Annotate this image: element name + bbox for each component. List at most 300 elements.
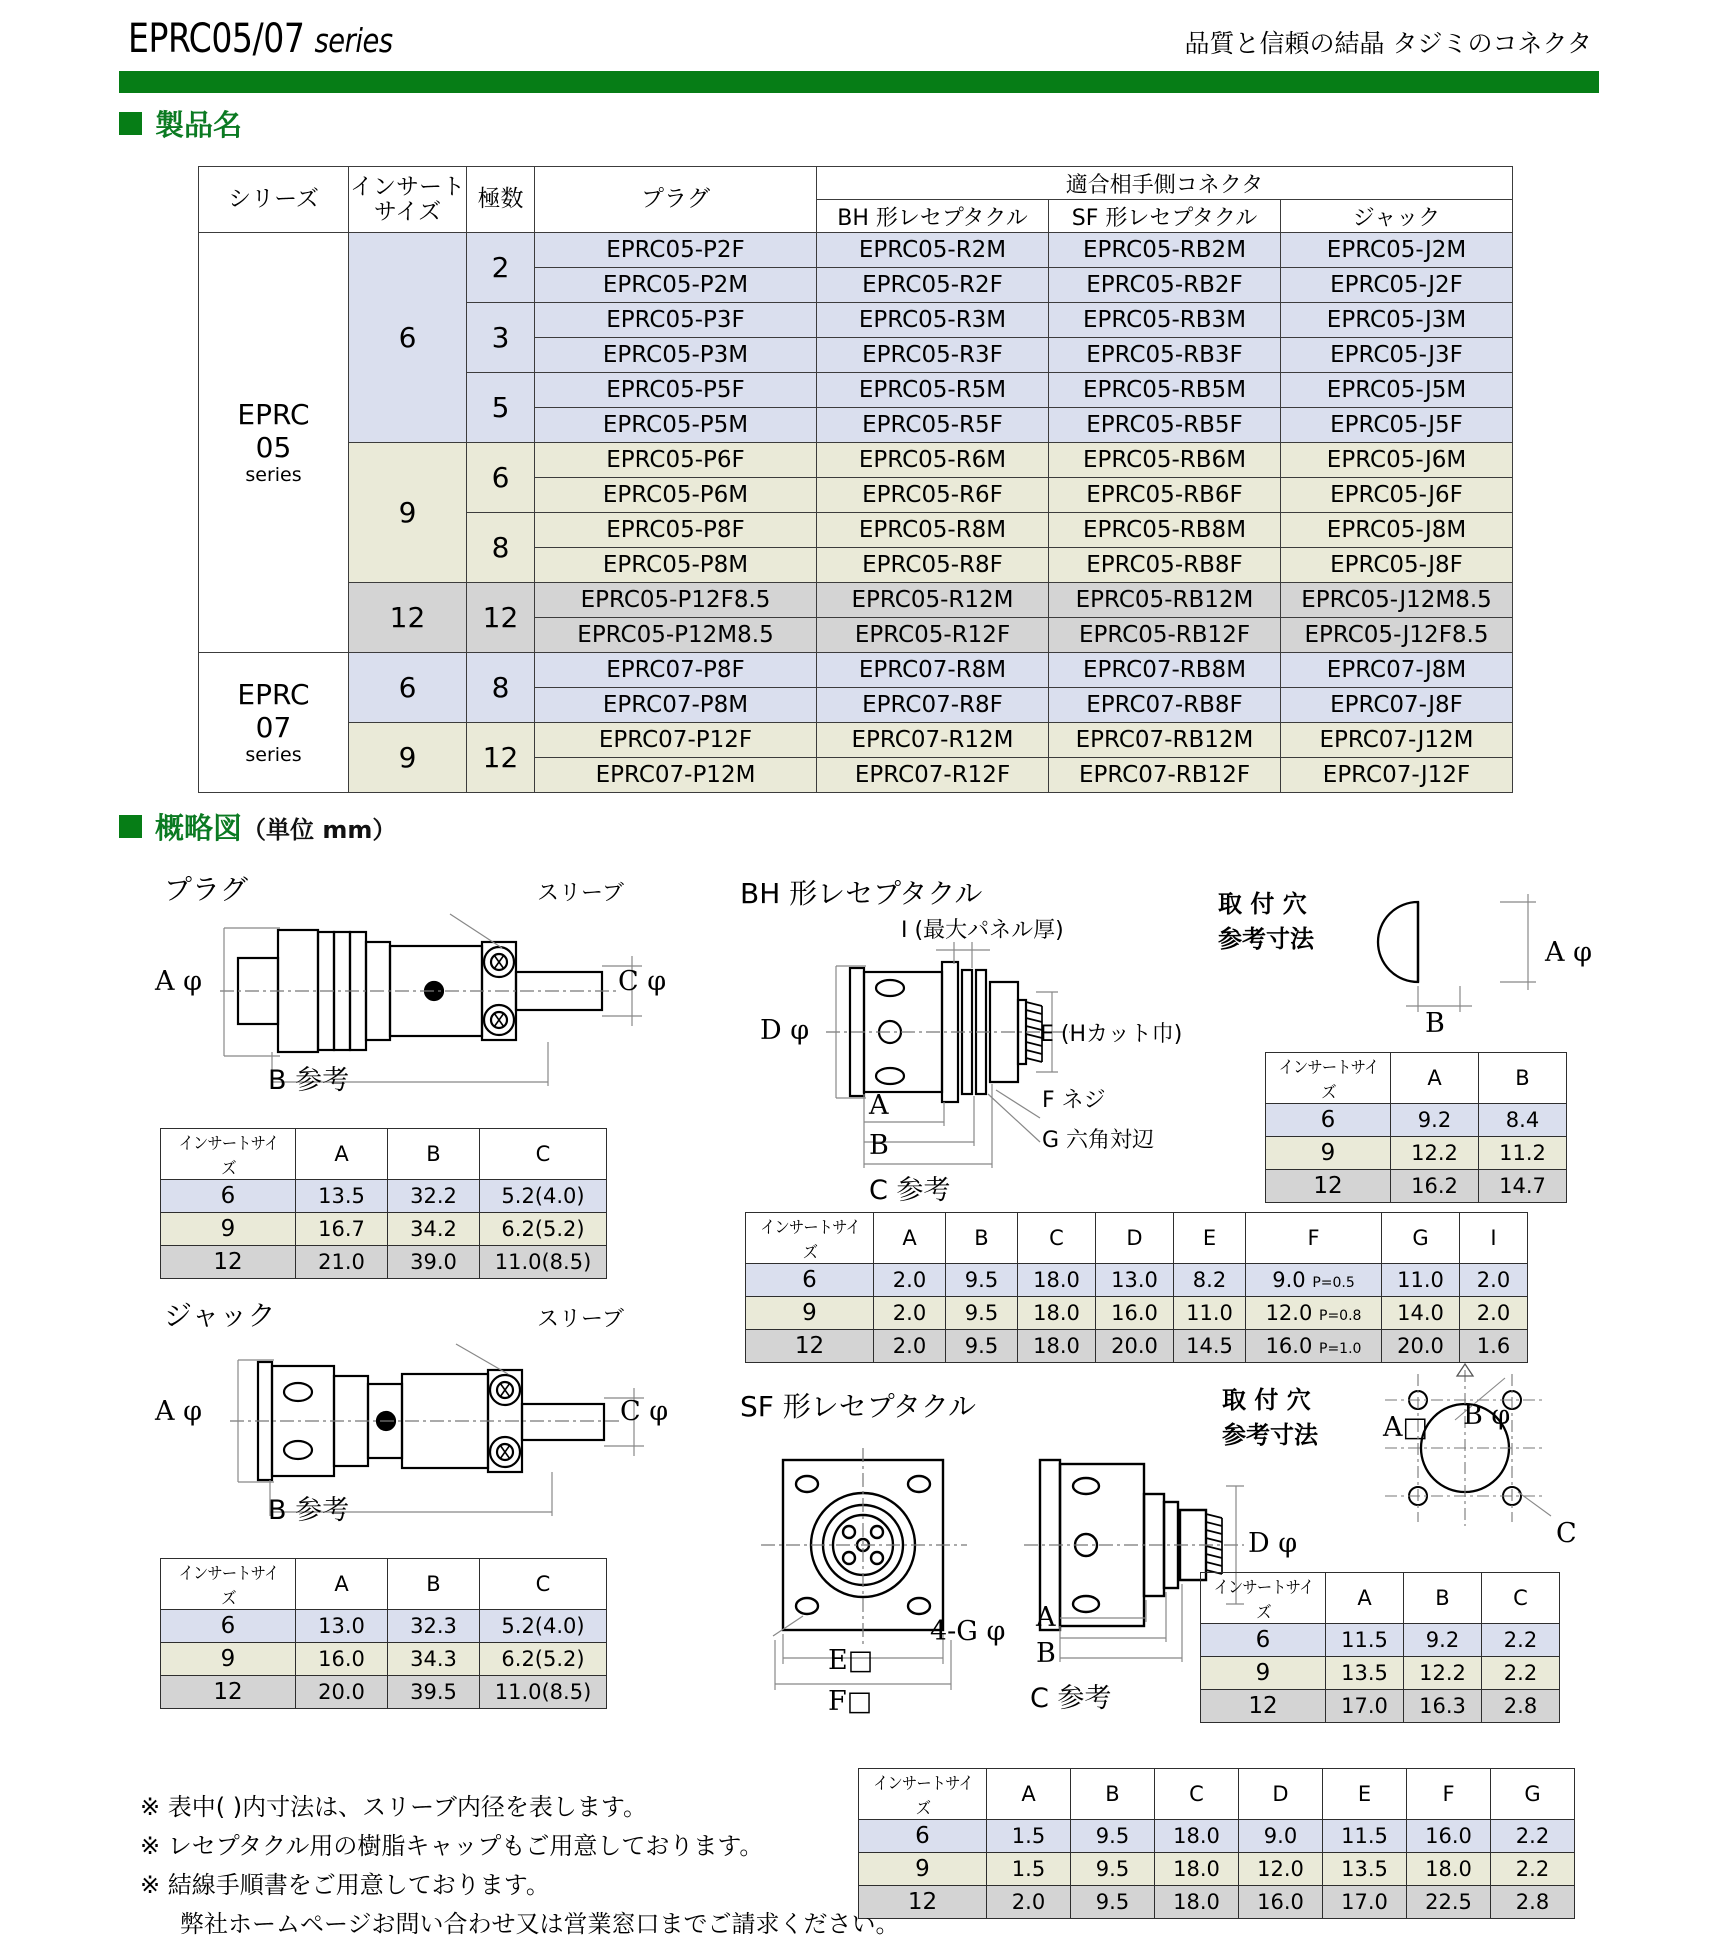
cell-insert-size: 9 <box>1266 1137 1391 1170</box>
sf-mount-label-c: C <box>1556 1518 1577 1549</box>
sf-label-f: F□ <box>828 1686 873 1717</box>
table-row <box>859 1853 1575 1886</box>
th-b: B <box>1071 1769 1155 1820</box>
cell-dimension: 32.3 <box>388 1610 480 1643</box>
cell-dimension: 34.3 <box>388 1643 480 1676</box>
cell-dimension: 16.0 <box>1239 1886 1323 1919</box>
cell-sf: EPRC07-RB8F <box>1049 688 1281 723</box>
cell-dimension: 1.5 <box>987 1820 1071 1853</box>
square-bullet-icon <box>119 112 142 135</box>
cell-dimension: 18.0 <box>1155 1853 1239 1886</box>
cell-dimension: 9.5 <box>946 1330 1018 1363</box>
cell-sf: EPRC07-RB12M <box>1049 723 1281 758</box>
cell-dimension: 14.5 <box>1174 1330 1246 1363</box>
cell-dimension: 2.0 <box>874 1264 946 1297</box>
cell-dimension: 8.4 <box>1479 1104 1567 1137</box>
section-heading-outline <box>119 806 396 847</box>
th-c: C <box>1482 1573 1560 1624</box>
table-row <box>1266 1170 1567 1203</box>
cell-insert-size: 6 <box>859 1820 987 1853</box>
jack-label-a: A φ <box>155 1396 202 1427</box>
cell-series: EPRC 07 series <box>199 653 349 793</box>
cell-dimension: 5.2(4.0) <box>480 1610 607 1643</box>
bh-label-a: A <box>869 1090 889 1121</box>
cell-insert-size: 6 <box>349 233 467 443</box>
cell-insert-size: 9 <box>349 443 467 583</box>
cell-poles: 3 <box>467 303 535 373</box>
cell-dimension: 20.0 <box>296 1676 388 1709</box>
cell-sf: EPRC05-RB12F <box>1049 618 1281 653</box>
th-insert-size <box>349 167 467 233</box>
table-row <box>1266 1137 1567 1170</box>
table-row <box>161 1180 607 1213</box>
cell-plug: EPRC05-P3M <box>535 338 817 373</box>
sf-mount-title-l2: 参考寸法 <box>1222 1421 1318 1449</box>
bh-label-g: G 六角対辺 <box>1042 1128 1155 1153</box>
cell-insert-size: 6 <box>1201 1624 1326 1657</box>
th-insert-size: インサートサイズ <box>752 1213 867 1264</box>
cell-insert-size: 12 <box>1201 1690 1326 1723</box>
outline-unit: （単位 mm） <box>242 816 397 844</box>
cell-bh: EPRC05-R5M <box>817 373 1049 408</box>
cell-dimension: 21.0 <box>296 1246 388 1279</box>
th-e: E <box>1174 1213 1246 1264</box>
outline-label: 概略図 <box>155 811 243 845</box>
sf-label-d: D φ <box>1248 1528 1298 1559</box>
cell-poles: 6 <box>467 443 535 513</box>
page-title-sub: series <box>314 21 393 60</box>
cell-dimension: 13.0 <box>1096 1264 1174 1297</box>
cell-sf: EPRC07-RB8M <box>1049 653 1281 688</box>
cell-jack: EPRC05-J3F <box>1281 338 1513 373</box>
cell-jack: EPRC05-J2M <box>1281 233 1513 268</box>
bh-label-f: F ネジ <box>1042 1088 1106 1113</box>
cell-plug: EPRC07-P12F <box>535 723 817 758</box>
cell-dimension: 12.2 <box>1404 1657 1482 1690</box>
table-row <box>161 1676 607 1709</box>
table-row <box>1266 1104 1567 1137</box>
th-insert-size-l1: インサート <box>350 173 465 200</box>
th-f: F <box>1407 1769 1491 1820</box>
sf-label-4g: 4-G φ <box>930 1616 1006 1647</box>
th-insert-size: インサートサイズ <box>865 1769 980 1820</box>
cell-poles: 12 <box>467 583 535 653</box>
cell-dimension: 20.0 <box>1382 1330 1460 1363</box>
bh-dim-body <box>746 1264 1528 1363</box>
cell-plug: EPRC05-P12M8.5 <box>535 618 817 653</box>
table-row <box>199 583 1513 618</box>
cell-insert-size: 9 <box>859 1853 987 1886</box>
cell-insert-size: 12 <box>349 583 467 653</box>
cell-dimension: 13.5 <box>296 1180 388 1213</box>
cell-plug: EPRC07-P8M <box>535 688 817 723</box>
cell-dimension: 11.2 <box>1479 1137 1567 1170</box>
cell-dimension: 18.0 <box>1407 1853 1491 1886</box>
table-row <box>199 653 1513 688</box>
section-heading-product-name <box>119 103 242 144</box>
th-c: C <box>480 1129 607 1180</box>
th-poles: 極数 <box>467 167 535 233</box>
page-title-main: EPRC05/07 <box>128 16 305 62</box>
cell-jack: EPRC05-J8M <box>1281 513 1513 548</box>
bh-dim-header <box>746 1213 1528 1264</box>
th-c: C <box>1155 1769 1239 1820</box>
cell-insert-size: 9 <box>1201 1657 1326 1690</box>
table-row <box>161 1643 607 1676</box>
cell-plug: EPRC05-P3F <box>535 303 817 338</box>
th-b: B <box>1404 1573 1482 1624</box>
plug-label-c: C φ <box>618 966 667 997</box>
th-d: D <box>1096 1213 1174 1264</box>
cell-dimension: 9.0 P=0.5 <box>1246 1264 1382 1297</box>
cell-insert-size: 6 <box>746 1264 874 1297</box>
cell-sf: EPRC05-RB2M <box>1049 233 1281 268</box>
cell-dimension: 2.2 <box>1491 1820 1575 1853</box>
cell-dimension: 32.2 <box>388 1180 480 1213</box>
cell-dimension: 2.8 <box>1482 1690 1560 1723</box>
cell-jack: EPRC07-J12F <box>1281 758 1513 793</box>
th-sf-receptacle: SF 形レセプタクル <box>1049 200 1281 233</box>
bh-mount-dim-header <box>1266 1053 1567 1104</box>
cell-bh: EPRC07-R8M <box>817 653 1049 688</box>
cell-dimension: 1.5 <box>987 1853 1071 1886</box>
th-a: A <box>296 1559 388 1610</box>
cell-plug: EPRC05-P12F8.5 <box>535 583 817 618</box>
brand-tagline: 品質と信頼の結晶 タジミのコネクタ <box>1184 29 1592 58</box>
th-bh-receptacle: BH 形レセプタクル <box>817 200 1049 233</box>
cell-plug: EPRC05-P5F <box>535 373 817 408</box>
cell-dimension: 9.5 <box>1071 1853 1155 1886</box>
th-a: A <box>874 1213 946 1264</box>
cell-sf: EPRC05-RB5M <box>1049 373 1281 408</box>
sf-mount-hole-drawing <box>1355 1360 1585 1535</box>
cell-dimension: 11.0(8.5) <box>480 1676 607 1709</box>
cell-dimension: 2.0 <box>1460 1297 1528 1330</box>
diagram-title-sf: SF 形レセプタクル <box>740 1390 976 1423</box>
cell-insert-size: 12 <box>161 1676 296 1709</box>
th-b: B <box>1479 1053 1567 1104</box>
cell-dimension: 22.5 <box>1407 1886 1491 1919</box>
sf-dimension-table <box>858 1768 1575 1919</box>
th-g: G <box>1382 1213 1460 1264</box>
cell-dimension: 39.5 <box>388 1676 480 1709</box>
th-d: D <box>1239 1769 1323 1820</box>
bh-mount-title-l1: 取 付 穴 <box>1218 890 1307 918</box>
cell-plug: EPRC05-P8F <box>535 513 817 548</box>
cell-plug: EPRC05-P2F <box>535 233 817 268</box>
cell-jack: EPRC05-J5F <box>1281 408 1513 443</box>
cell-insert-size: 6 <box>161 1180 296 1213</box>
cell-insert-size: 12 <box>1266 1170 1391 1203</box>
th-b: B <box>388 1559 480 1610</box>
cell-bh: EPRC05-R5F <box>817 408 1049 443</box>
sf-label-b: B <box>1036 1638 1056 1669</box>
bh-mount-title-l2: 参考寸法 <box>1218 925 1314 953</box>
th-e: E <box>1323 1769 1407 1820</box>
cell-bh: EPRC05-R12F <box>817 618 1049 653</box>
cell-bh: EPRC07-R12M <box>817 723 1049 758</box>
cell-jack: EPRC05-J3M <box>1281 303 1513 338</box>
table-row <box>859 1820 1575 1853</box>
th-b: B <box>946 1213 1018 1264</box>
cell-dimension: 13.0 <box>296 1610 388 1643</box>
th-b: B <box>388 1129 480 1180</box>
cell-dimension: 16.3 <box>1404 1690 1482 1723</box>
jack-dim-body <box>161 1610 607 1709</box>
cell-dimension: 16.0 <box>296 1643 388 1676</box>
th-c: C <box>1018 1213 1096 1264</box>
cell-poles: 2 <box>467 233 535 303</box>
cell-dimension: 39.0 <box>388 1246 480 1279</box>
table-row <box>199 723 1513 758</box>
cell-plug: EPRC05-P8M <box>535 548 817 583</box>
cell-dimension: 14.0 <box>1382 1297 1460 1330</box>
cell-plug: EPRC05-P6F <box>535 443 817 478</box>
header-green-bar <box>119 71 1599 93</box>
cell-dimension: 6.2(5.2) <box>480 1643 607 1676</box>
cell-dimension: 2.2 <box>1491 1853 1575 1886</box>
bh-mount-label-b: B <box>1425 1008 1445 1039</box>
cell-dimension: 34.2 <box>388 1213 480 1246</box>
cell-jack: EPRC05-J12M8.5 <box>1281 583 1513 618</box>
cell-bh: EPRC07-R8F <box>817 688 1049 723</box>
cell-insert-size: 6 <box>349 653 467 723</box>
th-series: シリーズ <box>199 167 349 233</box>
th-c: C <box>480 1559 607 1610</box>
diagram-title-jack: ジャック <box>164 1299 276 1332</box>
cell-dimension: 17.0 <box>1323 1886 1407 1919</box>
cell-insert-size: 9 <box>349 723 467 793</box>
cell-sf: EPRC05-RB3M <box>1049 303 1281 338</box>
cell-dimension: 18.0 <box>1155 1820 1239 1853</box>
sf-mount-dim-body <box>1201 1624 1560 1723</box>
cell-dimension: 9.0 <box>1239 1820 1323 1853</box>
cell-dimension: 16.0 <box>1096 1297 1174 1330</box>
th-a: A <box>987 1769 1071 1820</box>
cell-bh: EPRC05-R2M <box>817 233 1049 268</box>
cell-dimension: 9.2 <box>1391 1104 1479 1137</box>
sf-mount-label-b: B φ <box>1463 1400 1511 1431</box>
cell-jack: EPRC07-J8F <box>1281 688 1513 723</box>
cell-dimension: 11.5 <box>1326 1624 1404 1657</box>
table-row <box>199 443 1513 478</box>
sf-label-c: C 参考 <box>1030 1683 1112 1714</box>
cell-dimension: 5.2(4.0) <box>480 1180 607 1213</box>
cell-insert-size: 6 <box>1266 1104 1391 1137</box>
cell-bh: EPRC05-R8M <box>817 513 1049 548</box>
note-line: ※ 表中( )内寸法は、スリーブ内径を表します。 <box>140 1793 647 1821</box>
page-title <box>128 16 393 62</box>
cell-dimension: 8.2 <box>1174 1264 1246 1297</box>
th-a: A <box>1391 1053 1479 1104</box>
cell-dimension: 9.5 <box>946 1264 1018 1297</box>
table-row <box>1201 1657 1560 1690</box>
cell-dimension: 2.0 <box>1460 1264 1528 1297</box>
cell-sf: EPRC05-RB8M <box>1049 513 1281 548</box>
sf-mount-label-a: A□ <box>1383 1412 1429 1443</box>
cell-dimension: 2.2 <box>1482 1657 1560 1690</box>
th-i: I <box>1460 1213 1528 1264</box>
cell-dimension: 2.8 <box>1491 1886 1575 1919</box>
cell-sf: EPRC05-RB3F <box>1049 338 1281 373</box>
cell-dimension: 12.2 <box>1391 1137 1479 1170</box>
bh-mount-dimension-table <box>1265 1052 1567 1203</box>
cell-bh: EPRC05-R12M <box>817 583 1049 618</box>
cell-dimension: 2.0 <box>987 1886 1071 1919</box>
plug-callout-sleeve: スリーブ <box>537 881 624 906</box>
cell-jack: EPRC07-J12M <box>1281 723 1513 758</box>
cell-poles: 8 <box>467 513 535 583</box>
cell-insert-size: 6 <box>161 1610 296 1643</box>
bh-dimension-table <box>745 1212 1528 1363</box>
product-name-table <box>198 166 1513 793</box>
cell-sf: EPRC05-RB6M <box>1049 443 1281 478</box>
plug-dim-body <box>161 1180 607 1279</box>
cell-bh: EPRC05-R8F <box>817 548 1049 583</box>
sf-mount-dim-header <box>1201 1573 1560 1624</box>
cell-dimension: 2.0 <box>874 1297 946 1330</box>
cell-dimension: 9.5 <box>1071 1886 1155 1919</box>
jack-drawing <box>150 1330 650 1520</box>
cell-poles: 12 <box>467 723 535 793</box>
cell-dimension: 9.5 <box>946 1297 1018 1330</box>
cell-sf: EPRC05-RB12M <box>1049 583 1281 618</box>
table-row <box>859 1886 1575 1919</box>
cell-jack: EPRC07-J8M <box>1281 653 1513 688</box>
cell-dimension: 11.0 <box>1174 1297 1246 1330</box>
page-header <box>0 0 1717 95</box>
bh-label-i: I (最大パネル厚) <box>901 918 1064 943</box>
table-row <box>746 1330 1528 1363</box>
cell-bh: EPRC05-R3F <box>817 338 1049 373</box>
product-table-body <box>199 233 1513 793</box>
sf-label-e: E□ <box>828 1645 874 1676</box>
cell-bh: EPRC05-R6F <box>817 478 1049 513</box>
th-a: A <box>296 1129 388 1180</box>
cell-dimension: 17.0 <box>1326 1690 1404 1723</box>
jack-label-b: B 参考 <box>268 1495 350 1526</box>
jack-label-c: C φ <box>620 1396 669 1427</box>
th-g: G <box>1491 1769 1575 1820</box>
bh-label-c: C 参考 <box>869 1175 951 1206</box>
bh-mount-label-a: A φ <box>1545 937 1592 968</box>
section-label-product-name: 製品名 <box>155 108 243 142</box>
cell-dimension: 12.0 <box>1239 1853 1323 1886</box>
cell-dimension: 6.2(5.2) <box>480 1213 607 1246</box>
cell-jack: EPRC05-J6F <box>1281 478 1513 513</box>
cell-plug: EPRC05-P6M <box>535 478 817 513</box>
cell-jack: EPRC05-J5M <box>1281 373 1513 408</box>
plug-label-a: A φ <box>155 966 202 997</box>
plug-dimension-table <box>160 1128 607 1279</box>
cell-dimension: 14.7 <box>1479 1170 1567 1203</box>
th-insert-size: インサートサイズ <box>1272 1053 1385 1104</box>
sf-dim-header <box>859 1769 1575 1820</box>
footer-notes <box>140 1788 900 1944</box>
note-line: 弊社ホームページお問い合わせ又は営業窓口までご請求ください。 <box>180 1909 900 1938</box>
cell-insert-size: 12 <box>859 1886 987 1919</box>
cell-dimension: 11.0(8.5) <box>480 1246 607 1279</box>
cell-dimension: 13.5 <box>1326 1657 1404 1690</box>
table-row <box>746 1297 1528 1330</box>
jack-dimension-table <box>160 1558 607 1709</box>
cell-insert-size: 9 <box>746 1297 874 1330</box>
cell-plug: EPRC07-P8F <box>535 653 817 688</box>
cell-sf: EPRC05-RB6F <box>1049 478 1281 513</box>
plug-drawing <box>150 900 650 1090</box>
cell-plug: EPRC05-P2M <box>535 268 817 303</box>
cell-dimension: 16.0 P=1.0 <box>1246 1330 1382 1363</box>
cell-poles: 8 <box>467 653 535 723</box>
jack-callout-sleeve: スリーブ <box>537 1307 624 1332</box>
bh-mount-dim-body <box>1266 1104 1567 1203</box>
table-row <box>746 1264 1528 1297</box>
sf-label-a: A <box>1036 1602 1056 1633</box>
sf-mount-title-l1: 取 付 穴 <box>1222 1386 1311 1414</box>
cell-jack: EPRC05-J2F <box>1281 268 1513 303</box>
cell-sf: EPRC07-RB12F <box>1049 758 1281 793</box>
cell-dimension: 11.5 <box>1323 1820 1407 1853</box>
th-insert-size-l2: サイズ <box>373 198 442 225</box>
cell-jack: EPRC05-J8F <box>1281 548 1513 583</box>
cell-dimension: 13.5 <box>1323 1853 1407 1886</box>
cell-insert-size: 9 <box>161 1213 296 1246</box>
cell-plug: EPRC07-P12M <box>535 758 817 793</box>
cell-dimension: 11.0 <box>1382 1264 1460 1297</box>
cell-bh: EPRC07-R12F <box>817 758 1049 793</box>
bh-mount-hole-drawing <box>1360 880 1570 1020</box>
table-row <box>161 1610 607 1643</box>
cell-dimension: 12.0 P=0.8 <box>1246 1297 1382 1330</box>
cell-bh: EPRC05-R2F <box>817 268 1049 303</box>
cell-dimension: 18.0 <box>1018 1297 1096 1330</box>
cell-plug: EPRC05-P5M <box>535 408 817 443</box>
note-line: ※ 結線手順書をご用意しております。 <box>140 1870 550 1899</box>
cell-dimension: 18.0 <box>1155 1886 1239 1919</box>
cell-bh: EPRC05-R3M <box>817 303 1049 338</box>
cell-dimension: 2.2 <box>1482 1624 1560 1657</box>
cell-poles: 5 <box>467 373 535 443</box>
th-f: F <box>1246 1213 1382 1264</box>
th-plug: プラグ <box>535 167 817 233</box>
sf-mount-dimension-table <box>1200 1572 1560 1723</box>
bh-label-b: B <box>869 1130 889 1161</box>
sf-dim-body <box>859 1820 1575 1919</box>
cell-dimension: 9.2 <box>1404 1624 1482 1657</box>
cell-dimension: 1.6 <box>1460 1330 1528 1363</box>
cell-dimension: 18.0 <box>1018 1264 1096 1297</box>
table-row <box>161 1246 607 1279</box>
th-a: A <box>1326 1573 1404 1624</box>
cell-series: EPRC 05 series <box>199 233 349 653</box>
cell-dimension: 16.7 <box>296 1213 388 1246</box>
cell-dimension: 20.0 <box>1096 1330 1174 1363</box>
th-mating-connector: 適合相手側コネクタ <box>817 167 1513 200</box>
plug-label-b: B 参考 <box>268 1065 350 1096</box>
cell-sf: EPRC05-RB5F <box>1049 408 1281 443</box>
table-row <box>161 1213 607 1246</box>
th-insert-size: インサートサイズ <box>167 1129 289 1180</box>
bh-label-e: E (Hカット巾) <box>1040 1022 1183 1047</box>
cell-jack: EPRC05-J12F8.5 <box>1281 618 1513 653</box>
cell-dimension: 18.0 <box>1018 1330 1096 1363</box>
note-line: ※ レセプタクル用の樹脂キャップもご用意しております。 <box>140 1831 764 1860</box>
cell-insert-size: 12 <box>746 1330 874 1363</box>
section-label-outline <box>155 806 396 847</box>
table-row <box>1201 1690 1560 1723</box>
th-insert-size: インサートサイズ <box>167 1559 289 1610</box>
th-jack: ジャック <box>1281 200 1513 233</box>
